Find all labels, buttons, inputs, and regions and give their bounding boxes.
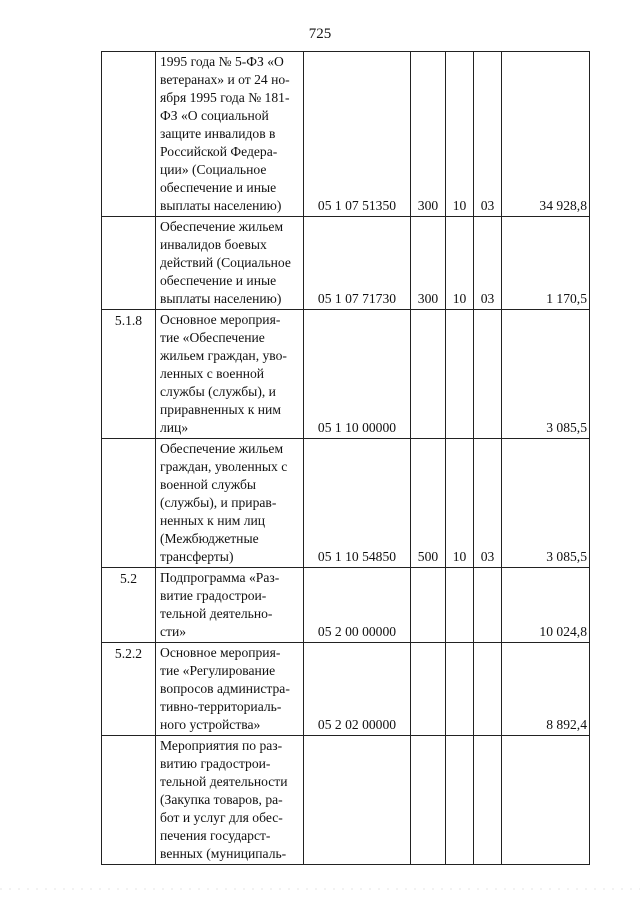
row-name-line: ФЗ «О социальной — [160, 108, 269, 123]
amount: 3 085,5 — [502, 310, 590, 439]
row-name-line: ленных с военной — [160, 366, 265, 381]
row-name-line: Обеспечение жильем — [160, 219, 284, 234]
row-name-line: сти» — [160, 624, 187, 639]
amount: 3 085,5 — [502, 439, 590, 568]
subsection-code: 03 — [474, 52, 502, 217]
table-row — [102, 643, 590, 736]
section-code — [446, 643, 474, 736]
row-name-line: военной службы — [160, 477, 257, 492]
section-code — [446, 736, 474, 865]
expense-type-code — [411, 736, 446, 865]
row-name-line: Мероприятия по раз- — [160, 738, 283, 753]
row-name-line: Подпрограмма «Раз- — [160, 570, 280, 585]
target-article-code — [304, 736, 411, 865]
target-article-code: 05 1 10 54850 — [304, 439, 411, 568]
table-row — [102, 736, 590, 865]
row-name — [156, 439, 304, 568]
row-name-line: Основное мероприя- — [160, 645, 281, 660]
subsection-code: 03 — [474, 439, 502, 568]
row-name — [156, 643, 304, 736]
row-name — [156, 310, 304, 439]
row-name-line: (Закупка товаров, ра- — [160, 792, 283, 807]
row-name-line: ненных к ним лиц — [160, 513, 266, 528]
row-name-line: ветеранах» и от 24 но- — [160, 72, 290, 87]
section-code — [446, 568, 474, 643]
section-code: 10 — [446, 52, 474, 217]
row-number: 5.1.8 — [102, 310, 156, 439]
row-name-line: ября 1995 года № 181- — [160, 90, 290, 105]
row-number — [102, 217, 156, 310]
row-name-line: действий (Социальное — [160, 255, 291, 270]
subsection-code: 03 — [474, 217, 502, 310]
amount: 1 170,5 — [502, 217, 590, 310]
expense-type-code — [411, 643, 446, 736]
row-name-line: печения государст- — [160, 828, 271, 843]
table-row — [102, 568, 590, 643]
row-name-line: лиц» — [160, 420, 189, 435]
target-article-code: 05 1 07 71730 — [304, 217, 411, 310]
row-number — [102, 736, 156, 865]
row-name-line: ного устройства» — [160, 717, 261, 732]
row-name — [156, 217, 304, 310]
row-name-line: Основное мероприя- — [160, 312, 281, 327]
row-name-line: выплаты населению) — [160, 198, 282, 213]
row-name — [156, 52, 304, 217]
target-article-code: 05 2 00 00000 — [304, 568, 411, 643]
row-name-line: жильем граждан, уво- — [160, 348, 287, 363]
row-name-line: обеспечение и иные — [160, 180, 277, 195]
row-name-line: бот и услуг для обес- — [160, 810, 283, 825]
row-name-line: обеспечение и иные — [160, 273, 277, 288]
row-number: 5.2.2 — [102, 643, 156, 736]
table-row — [102, 217, 590, 310]
row-name-line: инвалидов боевых — [160, 237, 267, 252]
expense-type-code: 300 — [411, 217, 446, 310]
row-name-line: защите инвалидов в — [160, 126, 276, 141]
row-number — [102, 439, 156, 568]
row-name-line: ции» (Социальное — [160, 162, 267, 177]
target-article-code: 05 2 02 00000 — [304, 643, 411, 736]
expense-type-code — [411, 310, 446, 439]
row-name-line: венных (муниципаль- — [160, 846, 287, 861]
budget-table-body — [102, 52, 590, 865]
subsection-code — [474, 568, 502, 643]
expense-type-code — [411, 568, 446, 643]
section-code: 10 — [446, 217, 474, 310]
row-name-line: вопросов администра- — [160, 681, 290, 696]
row-name — [156, 568, 304, 643]
row-number: 5.2 — [102, 568, 156, 643]
amount: 8 892,4 — [502, 643, 590, 736]
subsection-code — [474, 643, 502, 736]
subsection-code — [474, 736, 502, 865]
row-name-line: витие градострои- — [160, 588, 267, 603]
page-number: 725 — [308, 26, 332, 42]
target-article-code: 05 1 10 00000 — [304, 310, 411, 439]
amount: 34 928,8 — [502, 52, 590, 217]
section-code: 10 — [446, 439, 474, 568]
table-row — [102, 439, 590, 568]
section-code — [446, 310, 474, 439]
row-name-line: Обеспечение жильем — [160, 441, 284, 456]
row-name-line: витию градострои- — [160, 756, 271, 771]
row-name-line: тие «Регулирование — [160, 663, 276, 678]
row-name-line: Российской Федера- — [160, 144, 278, 159]
row-name-line: граждан, уволенных с — [160, 459, 288, 474]
table-row — [102, 52, 590, 217]
row-name-line: тивно-территориаль- — [160, 699, 282, 714]
subsection-code — [474, 310, 502, 439]
target-article-code: 05 1 07 51350 — [304, 52, 411, 217]
row-name-line: службы (службы), и — [160, 384, 276, 399]
row-name-line: 1995 года № 5-ФЗ «О — [160, 54, 284, 69]
budget-table — [101, 51, 590, 865]
row-name-line: приравненных к ним — [160, 402, 281, 417]
amount — [502, 736, 590, 865]
row-name — [156, 736, 304, 865]
row-name-line: выплаты населению) — [160, 291, 282, 306]
amount: 10 024,8 — [502, 568, 590, 643]
row-name-line: трансферты) — [160, 549, 234, 564]
scan-artifact — [0, 888, 640, 890]
table-row — [102, 310, 590, 439]
row-name-line: (Межбюджетные — [160, 531, 259, 546]
row-number — [102, 52, 156, 217]
expense-type-code: 500 — [411, 439, 446, 568]
row-name-line: тельной деятельности — [160, 774, 288, 789]
row-name-line: (службы), и прирав- — [160, 495, 277, 510]
row-name-line: тие «Обеспечение — [160, 330, 265, 345]
expense-type-code: 300 — [411, 52, 446, 217]
row-name-line: тельной деятельно- — [160, 606, 273, 621]
